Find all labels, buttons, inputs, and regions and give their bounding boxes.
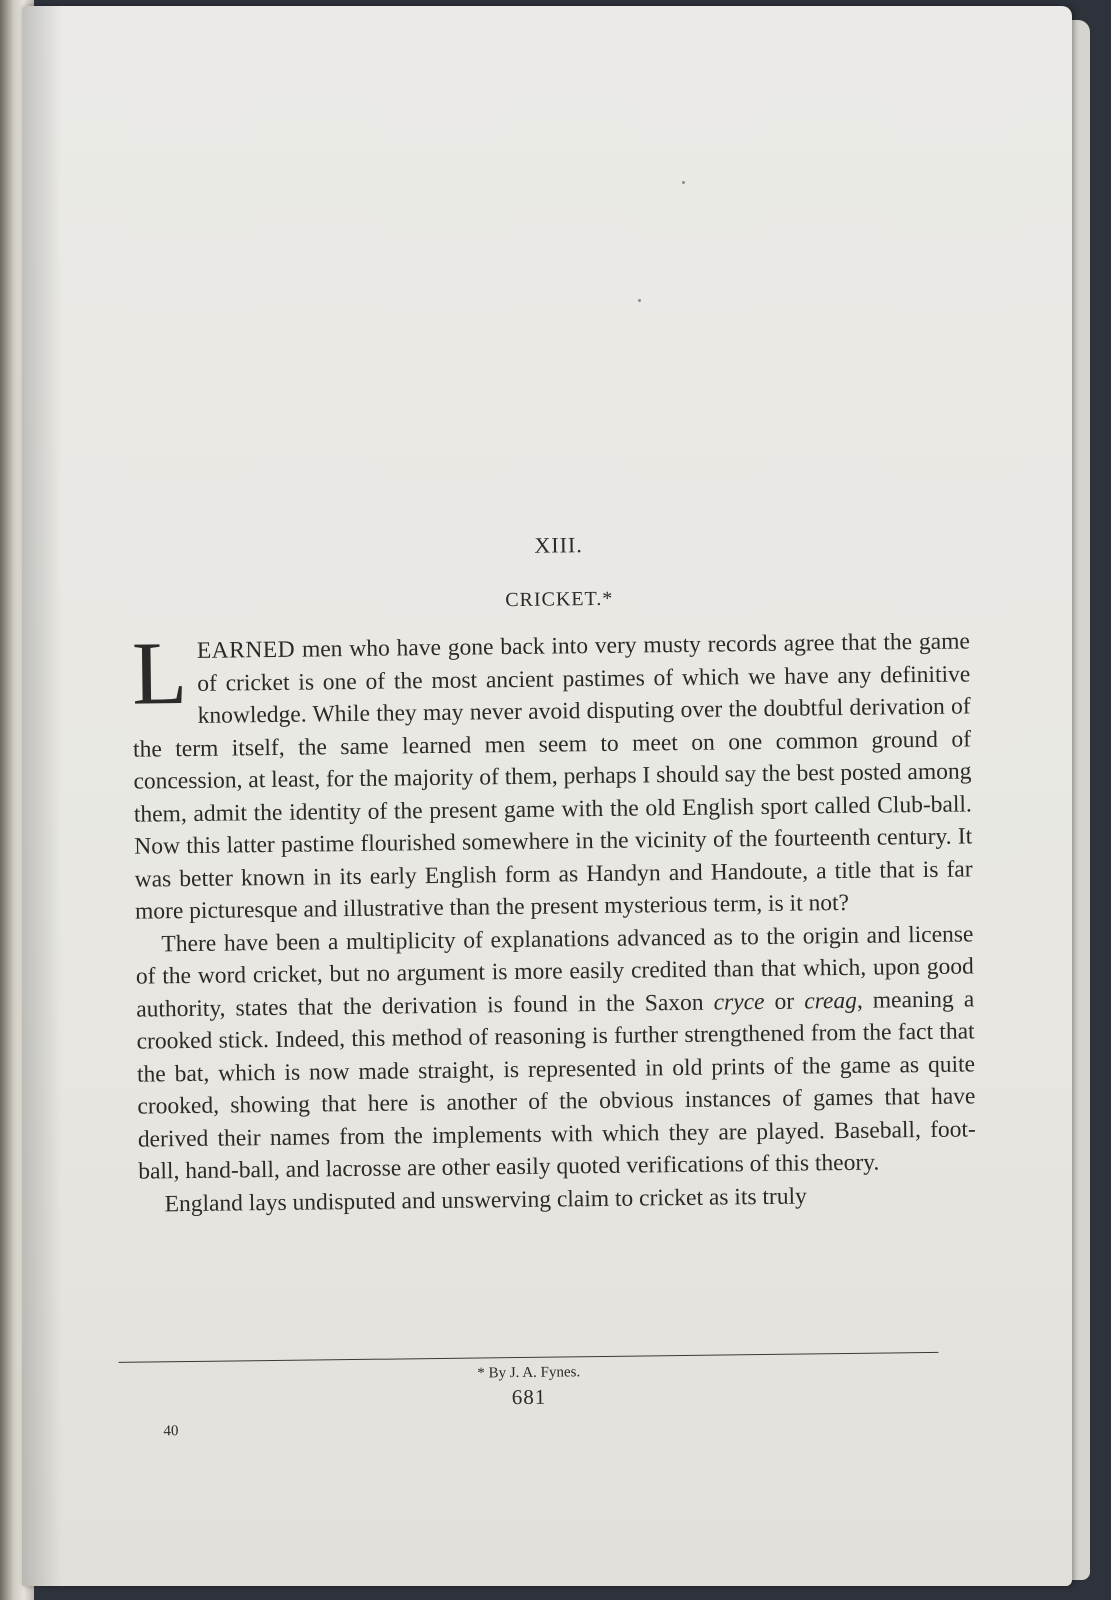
italic-word-creag: creag	[804, 987, 858, 1014]
book-page	[22, 6, 1072, 1586]
paragraph-1	[132, 625, 974, 928]
paragraph-2-text-b: or	[764, 987, 805, 1015]
drop-cap: L	[131, 624, 188, 724]
lead-caps: EARNED	[196, 636, 296, 664]
gutter-shadow	[22, 6, 62, 1586]
paragraph-2-text-c: , meaning a crooked stick. Indeed, this method of reasoning is further strengthened from the fact that the bat, which is now made straight, is represented in old prints of the game as quite crooked, showing that here is another of the obvious instances of games that have derived their names from the implements with which they are played. Baseball, foot-ball, hand-ball, and lacrosse are other easily quoted verifications of this theory.	[136, 985, 976, 1185]
italic-word-cryce: cryce	[713, 988, 765, 1016]
body-text	[132, 625, 977, 1220]
paragraph-2-text-a: There have been a multiplicity of explanations advanced as to the origin and license of the word cricket, but no argument is more easily credited than that which, upon good authority, states that the derivation is found in the Saxon	[135, 920, 974, 1023]
page-number: 681	[511, 1384, 547, 1410]
chapter-number: XIII.	[534, 532, 583, 558]
chapter-title: CRICKET.*	[505, 587, 614, 612]
paragraph-2	[135, 918, 976, 1188]
footnote: * By J. A. Fynes.	[477, 1364, 581, 1382]
paragraph-3: England lays undisputed and unswerving claim to cricket as its truly	[164, 1182, 807, 1217]
paragraph-1-text: men who have gone back into very musty records agree that the game of cricket is one of the most ancient pastimes of which we have any definitive knowledge. While they may never avoid disputing over the doubtful derivation of the term itself, the same learned men seem to meet on one common ground of concession, at least, for the majority of them, perhaps I should say the best posted among them, admit the identity of the present game with the old English sport called Club-ball. Now this latter pastime flourished somewhere in the vicinity of the fourteenth century. It was better known in its early English form as Handyn and Handoute, a title that is far more picturesque and illustrative than the present mysterious term, is it not?	[132, 628, 973, 925]
page-content	[102, 0, 991, 1586]
signature-mark: 40	[163, 1423, 179, 1440]
